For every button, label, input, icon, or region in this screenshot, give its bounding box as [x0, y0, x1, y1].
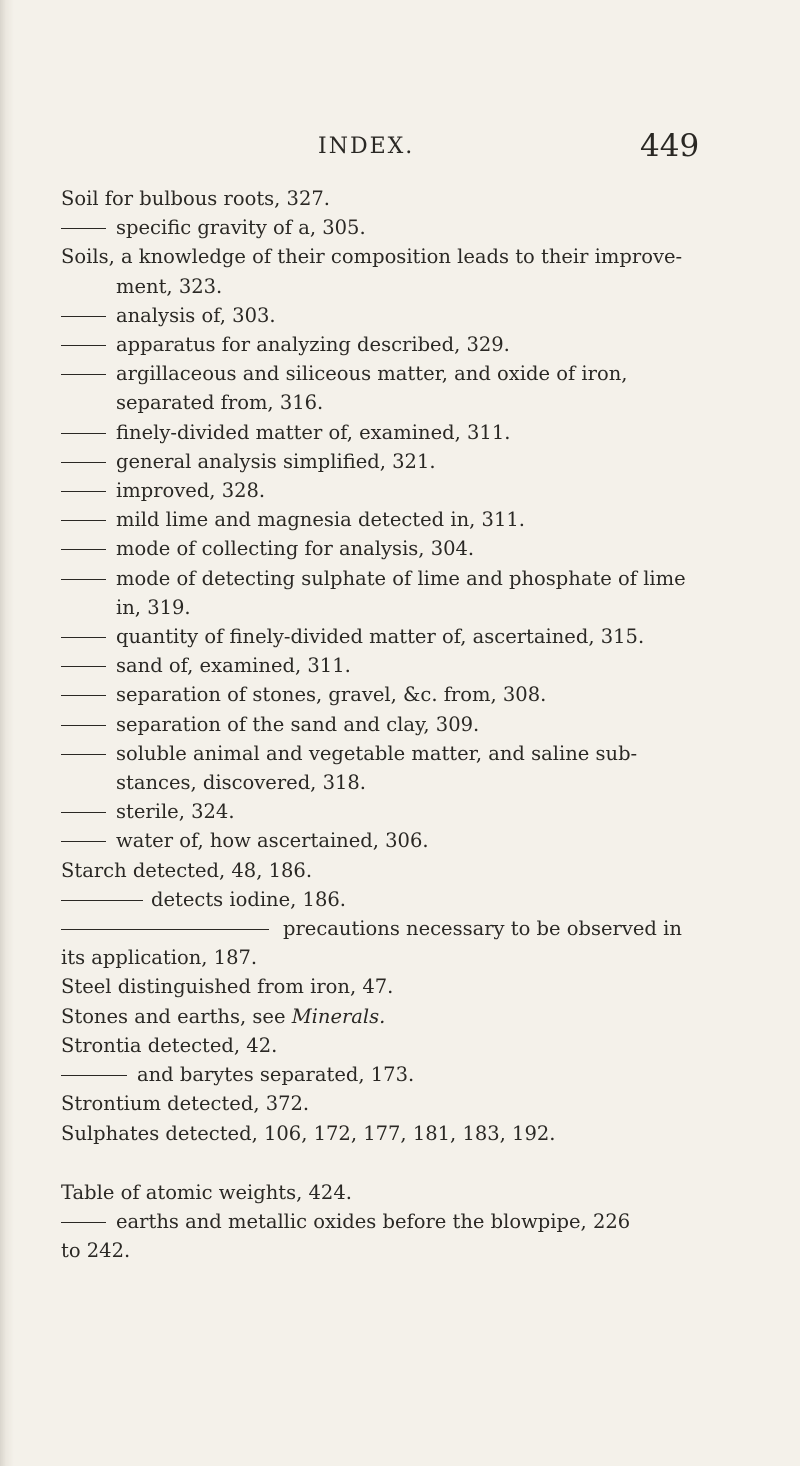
- ditto-dash: [61, 900, 143, 901]
- page-edge: [0, 0, 14, 1466]
- subentry-text: precautions necessary to be observed in: [283, 917, 682, 941]
- ditto-dash: [61, 841, 106, 842]
- section-gap: [61, 1148, 761, 1178]
- index-entry: [61, 1002, 761, 1031]
- subentry-text: sand of, examined, 311.: [116, 654, 351, 678]
- subentry-text: quantity of finely-divided matter of, ascertained, 315.: [116, 625, 645, 649]
- page-header: [0, 128, 800, 168]
- subentry-text: argillaceous and siliceous matter, and oxide of iron,: [116, 362, 628, 386]
- ditto-dash: [61, 695, 106, 696]
- subentry-text: mode of collecting for analysis, 304.: [116, 537, 475, 561]
- index-entry: Soils, a knowledge of their composition leads to their improve-: [61, 245, 683, 269]
- entry-continuation: in, 319.: [116, 595, 191, 619]
- index-subentry: [61, 534, 761, 563]
- ditto-dash: [61, 754, 106, 755]
- subentry-text: separation of the sand and clay, 309.: [116, 712, 480, 736]
- cross-reference: Minerals.: [291, 1004, 386, 1028]
- ditto-dash: [61, 1075, 127, 1076]
- index-subentry: [61, 505, 761, 534]
- subentry-text: mild lime and magnesia detected in, 311.: [116, 508, 525, 532]
- ditto-dash: [61, 549, 106, 550]
- ditto-dash: [61, 491, 106, 492]
- index-subentry: [61, 1207, 761, 1236]
- index-entry: Starch detected, 48, 186.: [61, 858, 313, 882]
- subentry-text: specific gravity of a, 305.: [116, 216, 366, 240]
- subentry-text: improved, 328.: [116, 479, 266, 503]
- ditto-dash: [61, 228, 106, 229]
- entry-continuation: ment, 323.: [116, 274, 223, 298]
- entry-continuation: separated from, 316.: [116, 391, 324, 415]
- index-subentry: [61, 826, 761, 855]
- index-entry: Sulphates detected, 106, 172, 177, 181, 183, 192.: [61, 1121, 556, 1145]
- index-subentry: [61, 651, 761, 680]
- subentry-text: separation of stones, gravel, &c. from, 308.: [116, 683, 547, 707]
- index-subentry: [61, 914, 761, 943]
- index-subentry: [61, 301, 761, 330]
- ditto-dash: [61, 666, 106, 667]
- running-head: INDEX.: [318, 134, 415, 159]
- index-subentry: [61, 330, 761, 359]
- ditto-dash: [61, 462, 106, 463]
- index-subentry: [61, 418, 761, 447]
- ditto-dash: [61, 433, 106, 434]
- subentry-text: earths and metallic oxides before the blowpipe, 226: [116, 1209, 631, 1233]
- subentry-text: mode of detecting sulphate of lime and phosphate of lime: [116, 566, 686, 590]
- ditto-dash: [61, 345, 106, 346]
- index-entry: Soil for bulbous roots, 327.: [61, 187, 330, 210]
- index-subentry: [61, 885, 761, 914]
- ditto-dash: [61, 579, 106, 580]
- entry-continuation: its application, 187.: [61, 946, 258, 970]
- index-subentry: [61, 1060, 761, 1089]
- index-subentry: [61, 710, 761, 739]
- index-subentry: [61, 680, 761, 709]
- subentry-text: finely-divided matter of, examined, 311.: [116, 420, 511, 444]
- index-subentry: [61, 564, 761, 593]
- ditto-dash: [61, 316, 106, 317]
- index-subentry: [61, 622, 761, 651]
- entry-text: Stones and earths, see: [61, 1004, 292, 1028]
- ditto-dash: [61, 812, 106, 813]
- subentry-text: sterile, 324.: [116, 800, 235, 824]
- ditto-dash: [61, 520, 106, 521]
- ditto-dash: [61, 725, 106, 726]
- ditto-dash: [61, 929, 269, 930]
- index-entry: Table of atomic weights, 424.: [61, 1180, 352, 1204]
- entry-continuation: stances, discovered, 318.: [116, 771, 366, 795]
- subentry-text: general analysis simplified, 321.: [116, 449, 436, 473]
- subentry-text: analysis of, 303.: [116, 303, 276, 327]
- page-number: 449: [640, 128, 700, 164]
- index-subentry: [61, 359, 761, 388]
- index-entry: Steel distinguished from iron, 47.: [61, 975, 394, 999]
- index-subentry: [61, 739, 761, 768]
- subentry-text: detects iodine, 186.: [151, 887, 346, 911]
- index-subentry: [61, 476, 761, 505]
- subentry-text: soluble animal and vegetable matter, and saline sub-: [116, 741, 638, 765]
- index-entry: Strontia detected, 42.: [61, 1033, 278, 1057]
- ditto-dash: [61, 637, 106, 638]
- index-entry: Strontium detected, 372.: [61, 1092, 310, 1116]
- index-subentry: [61, 213, 761, 242]
- ditto-dash: [61, 1222, 106, 1223]
- index-subentry: [61, 797, 761, 826]
- subentry-text: water of, how ascertained, 306.: [116, 829, 429, 853]
- ditto-dash: [61, 374, 106, 375]
- subentry-text: apparatus for analyzing described, 329.: [116, 333, 510, 357]
- index-entries: [61, 184, 761, 1265]
- index-subentry: [61, 447, 761, 476]
- entry-continuation: to 242.: [61, 1239, 131, 1263]
- subentry-text: and barytes separated, 173.: [137, 1063, 415, 1087]
